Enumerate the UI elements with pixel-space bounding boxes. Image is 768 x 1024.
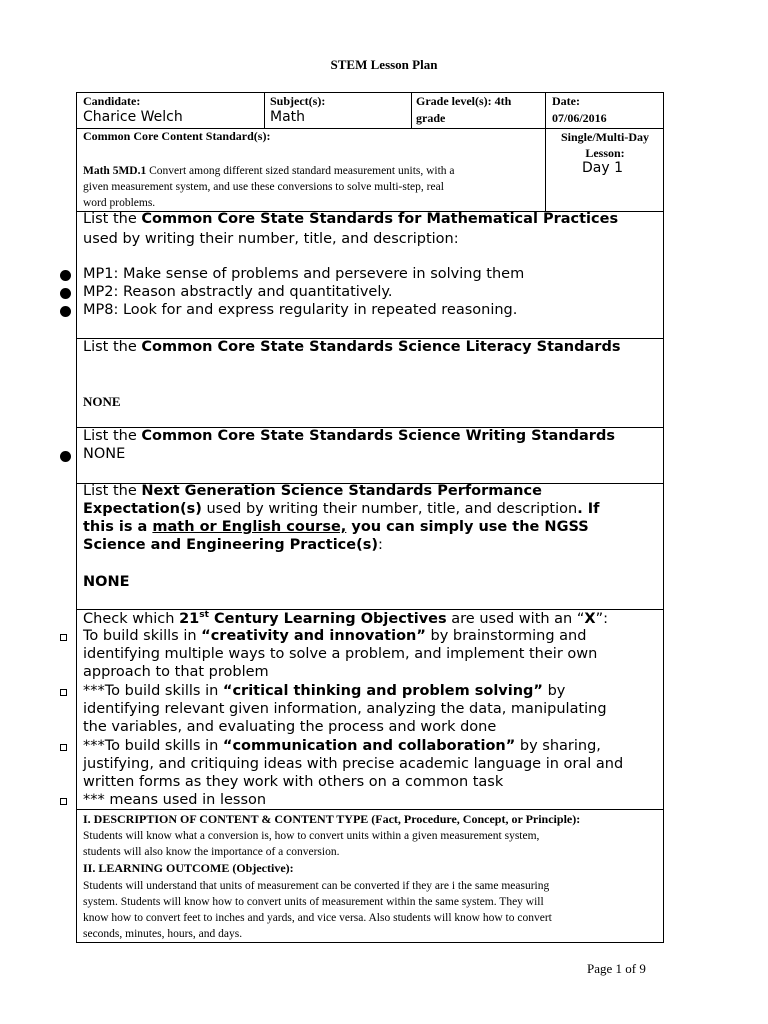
grade-label: Grade level(s): 4th	[416, 94, 512, 108]
checkbox-legend[interactable]	[60, 798, 67, 805]
objective-communication-line3: written forms as they work with others on a common task	[83, 774, 504, 790]
ngss-heading: List the Next Generation Science Standards Performance	[83, 483, 542, 499]
page-number: Page 1 of 9	[587, 961, 646, 976]
bullet-icon	[60, 270, 71, 281]
outcome-text-3: know how to convert feet to inches and yards, and vice versa. Also students will know how to convert	[83, 912, 552, 924]
checkbox-critical-thinking[interactable]	[60, 689, 67, 696]
description-heading: I. DESCRIPTION OF CONTENT & CONTENT TYPE (Fact, Procedure, Concept, or Principle):	[83, 812, 581, 826]
page-title: STEM Lesson Plan	[330, 57, 438, 72]
outcome-text-2: system. Students will know how to convert units of measurement within the same system. They will	[83, 896, 544, 908]
math-practices-subheading: used by writing their number, title, and description:	[83, 231, 459, 247]
writing-heading: List the Common Core State Standards Science Writing Standards	[83, 428, 615, 444]
standard-label: Common Core Content Standard(s):	[83, 129, 271, 143]
candidate-value: Charice Welch	[83, 109, 183, 125]
date-label: Date:	[552, 94, 580, 108]
math-practices-heading: List the Common Core State Standards for Mathematical Practices	[83, 211, 619, 227]
objective-communication-line2: justifying, and critiquing ideas with precise academic language in oral and	[83, 756, 624, 772]
objective-critical-thinking-line2: identifying relevant given information, analyzing the data, manipulating	[83, 701, 607, 717]
mp-item: MP2: Reason abstractly and quantitatively.	[83, 284, 393, 300]
objectives-heading: Check which 21st Century Learning Objectives are used with an “X”:	[83, 610, 608, 627]
standard-text: Math 5MD.1 Convert among different sized standard measurement units, with a given measurement system, and use these conversions to solve multi-step, real word problems.	[83, 165, 455, 209]
objective-critical-thinking-line3: the variables, and evaluating the process and work done	[83, 719, 497, 735]
ngss-value: NONE	[83, 574, 130, 590]
subject-value: Math	[270, 109, 306, 125]
description-text-1: Students will know what a conversion is, how to convert units within a given measurement system,	[83, 830, 540, 842]
standard-code: Math 5MD.1	[83, 165, 147, 177]
objective-legend: *** means used in lesson	[83, 792, 267, 808]
day-value: Day 1	[582, 160, 624, 176]
objective-communication: ***To build skills in “communication and collaboration” by sharing,	[83, 738, 601, 754]
outcome-text-1: Students will understand that units of measurement can be converted if they are i the same measuring	[83, 880, 550, 892]
learning-outcome-heading: II. LEARNING OUTCOME (Objective):	[83, 861, 294, 875]
ngss-line2: Expectation(s) used by writing their number, title, and description. If	[83, 501, 600, 517]
grade-label-2: grade	[416, 111, 446, 125]
ngss-line4: Science and Engineering Practice(s):	[83, 537, 383, 553]
literacy-value: NONE	[83, 394, 121, 409]
checkbox-creativity[interactable]	[60, 634, 67, 641]
candidate-label: Candidate:	[83, 94, 141, 108]
literacy-heading: List the Common Core State Standards Science Literacy Standards	[83, 339, 621, 355]
outcome-text-4: seconds, minutes, hours, and days.	[83, 928, 243, 940]
mp-item: MP1: Make sense of problems and persevere in solving them	[83, 266, 525, 282]
description-text-2: students will also know the importance of a conversion.	[83, 846, 340, 858]
writing-value: NONE	[83, 446, 126, 462]
objective-creativity-line2: identifying multiple ways to solve a problem, and implement their own	[83, 646, 598, 662]
date-value: 07/06/2016	[552, 111, 607, 125]
day-label: Single/Multi-Day Lesson:	[560, 130, 649, 160]
mp-item: MP8: Look for and express regularity in repeated reasoning.	[83, 302, 518, 318]
ngss-line3: this is a math or English course, you can simply use the NGSS	[83, 519, 589, 535]
bullet-icon	[60, 306, 71, 317]
bullet-icon	[60, 451, 71, 462]
objective-creativity: To build skills in “creativity and innovation” by brainstorming and	[83, 628, 587, 644]
objective-creativity-line3: approach to that problem	[83, 664, 269, 680]
objective-critical-thinking: ***To build skills in “critical thinking and problem solving” by	[83, 683, 566, 699]
subject-label: Subject(s):	[270, 94, 326, 108]
checkbox-communication[interactable]	[60, 744, 67, 751]
bullet-icon	[60, 288, 71, 299]
